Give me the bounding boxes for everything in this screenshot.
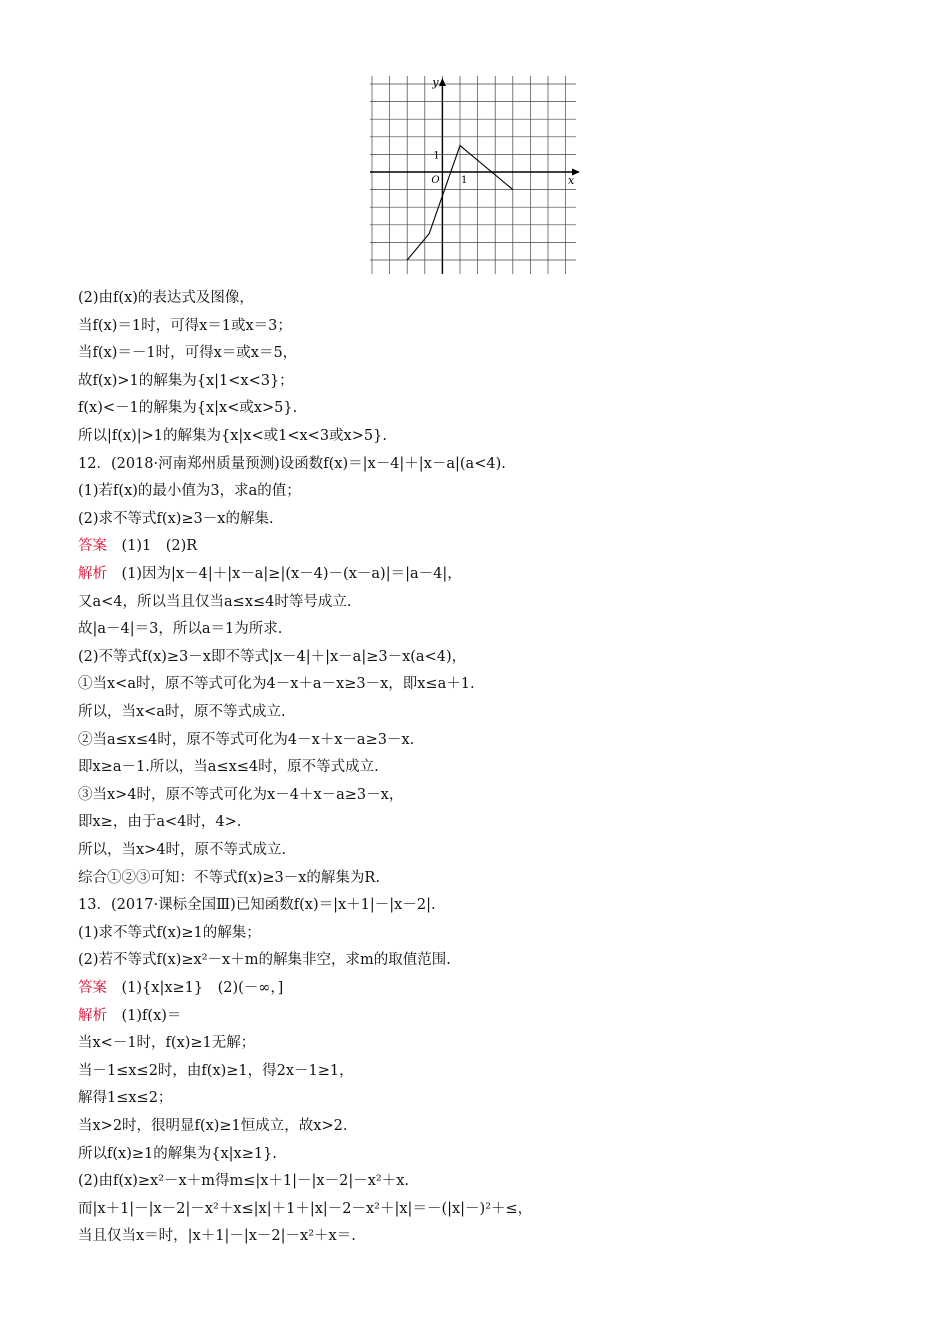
- answer-line: [78, 536, 197, 556]
- x-tick-1-label: 1: [461, 175, 468, 186]
- grid-lines: [370, 76, 582, 274]
- line-text: 当x>2时，很明显f(x)≥1恒成立，故x>2.: [78, 1118, 348, 1134]
- line-text: (2)若不等式f(x)≥x²－x＋m的解集非空，求m的取值范围.: [78, 952, 451, 969]
- text-line: [78, 1144, 277, 1164]
- line-text: 而|x＋1|－|x－2|－x²＋x≤|x|＋1＋|x|－2－x²＋|x|＝－(|x|－)²＋≤，: [78, 1200, 533, 1217]
- line-text: (1)1 (2)R: [107, 538, 198, 555]
- text-line: [78, 730, 414, 750]
- analysis-line: [78, 564, 462, 584]
- text-line: [78, 868, 380, 888]
- text-line: [78, 454, 506, 474]
- text-line: [78, 1226, 356, 1246]
- line-text: (2)求不等式f(x)≥3－x的解集.: [78, 510, 274, 527]
- text-line: [78, 1088, 172, 1108]
- line-text: 当f(x)＝1时，可得x＝1或x＝3；: [78, 317, 292, 334]
- text-line: [78, 702, 286, 722]
- text-line: [78, 288, 254, 308]
- line-text: 所以，当x<a时，原不等式成立.: [78, 704, 286, 720]
- y-axis-label: y: [432, 76, 439, 89]
- line-text: 故|a－4|＝3，所以a＝1为所求.: [78, 621, 283, 638]
- analysis-label: 解析: [78, 566, 107, 582]
- text-line: [78, 1033, 255, 1053]
- line-text: ③当x>4时，原不等式可化为x－4＋x－a≥3－x，: [78, 786, 404, 803]
- text-line: [78, 619, 282, 639]
- text-line: [78, 509, 274, 529]
- text-line: [78, 1116, 347, 1136]
- answer-label: 答案: [78, 538, 107, 555]
- line-text: (1)求不等式f(x)≥1的解集；: [78, 924, 261, 941]
- line-text: ①当x<a时，原不等式可化为4－x＋a－x≥3－x，即x≤a＋1.: [78, 676, 475, 693]
- text-line: [78, 895, 436, 915]
- line-text: 13．(2017·课标全国Ⅲ)已知函数f(x)＝|x＋1|－|x－2|.: [78, 897, 436, 914]
- line-text: 综合①②③可知：不等式f(x)≥3－x的解集为R.: [78, 869, 380, 886]
- line-text: (1)因为|x－4|＋|x－a|≥|(x－4)－(x－a)|＝|a－4|，: [107, 566, 462, 582]
- line-text: 当且仅当x＝时，|x＋1|－|x－2|－x²＋x＝.: [78, 1228, 356, 1245]
- line-text: 当－1≤x≤2时，由f(x)≥1，得2x－1≥1，: [78, 1062, 354, 1079]
- line-text: 当f(x)＝－1时，可得x＝或x＝5，: [78, 345, 298, 362]
- line-text: 即x≥，由于a<4时，4>.: [78, 814, 242, 831]
- line-text: (1)若f(x)的最小值为3，求a的值；: [78, 483, 301, 500]
- text-line: [78, 592, 351, 612]
- y-tick-1-label: 1: [433, 150, 440, 162]
- text-line: [78, 371, 294, 391]
- text-line: [78, 398, 297, 418]
- line-text: (1){x|x≥1} (2)(－∞，]: [107, 980, 284, 996]
- text-line: [78, 343, 297, 363]
- y-axis-arrow: [439, 78, 446, 86]
- line-text: 当x<－1时，f(x)≥1无解；: [78, 1035, 256, 1052]
- coordinate-axes: [370, 78, 580, 274]
- line-text: f(x)<－1的解集为{x|x<或x>5}.: [78, 400, 298, 417]
- line-text: (2)由f(x)≥x²－x＋m得m≤|x＋1|－|x－2|－x²＋x.: [78, 1173, 409, 1190]
- text-line: [78, 812, 241, 832]
- text-line: [78, 757, 379, 777]
- line-text: 故f(x)>1的解集为{x|1<x<3}；: [78, 372, 294, 389]
- text-line: [78, 923, 261, 943]
- text-line: [78, 1061, 354, 1081]
- line-text: (1)f(x)＝: [107, 1007, 182, 1024]
- text-line: [78, 1171, 409, 1191]
- analysis-label: 解析: [78, 1007, 107, 1024]
- answer-line: [78, 978, 283, 998]
- text-line: [78, 426, 387, 446]
- text-line: [78, 1199, 532, 1219]
- text-line: [78, 481, 301, 501]
- answer-label: 答案: [78, 980, 107, 996]
- text-line: [78, 316, 292, 336]
- origin-label: O: [431, 175, 440, 186]
- text-line: [78, 647, 466, 667]
- text-line: [78, 840, 286, 860]
- line-text: 又a<4，所以当且仅当a≤x≤4时等号成立.: [78, 593, 352, 610]
- line-text: 即x≥a－1.所以，当a≤x≤4时，原不等式成立.: [78, 759, 379, 776]
- analysis-line: [78, 1006, 181, 1026]
- line-text: 12．(2018·河南郑州质量预测)设函数f(x)＝|x－4|＋|x－a|(a<4).: [78, 455, 506, 472]
- line-text: 解得1≤x≤2；: [78, 1090, 173, 1107]
- function-graph: [370, 76, 582, 274]
- line-text: 所以|f(x)|>1的解集为{x|x<或1<x<3或x>5}.: [78, 428, 387, 444]
- text-line: [78, 950, 451, 970]
- line-text: 所以，当x>4时，原不等式成立.: [78, 842, 287, 858]
- text-line: [78, 785, 403, 805]
- line-text: 所以f(x)≥1的解集为{x|x≥1}.: [78, 1145, 277, 1162]
- text-line: [78, 674, 475, 694]
- line-text: (2)由f(x)的表达式及图像，: [78, 290, 254, 306]
- x-axis-label: x: [568, 174, 575, 187]
- line-text: (2)不等式f(x)≥3－x即不等式|x－4|＋|x－a|≥3－x(a<4)，: [78, 648, 467, 665]
- line-text: ②当a≤x≤4时，原不等式可化为4－x＋x－a≥3－x.: [78, 731, 415, 748]
